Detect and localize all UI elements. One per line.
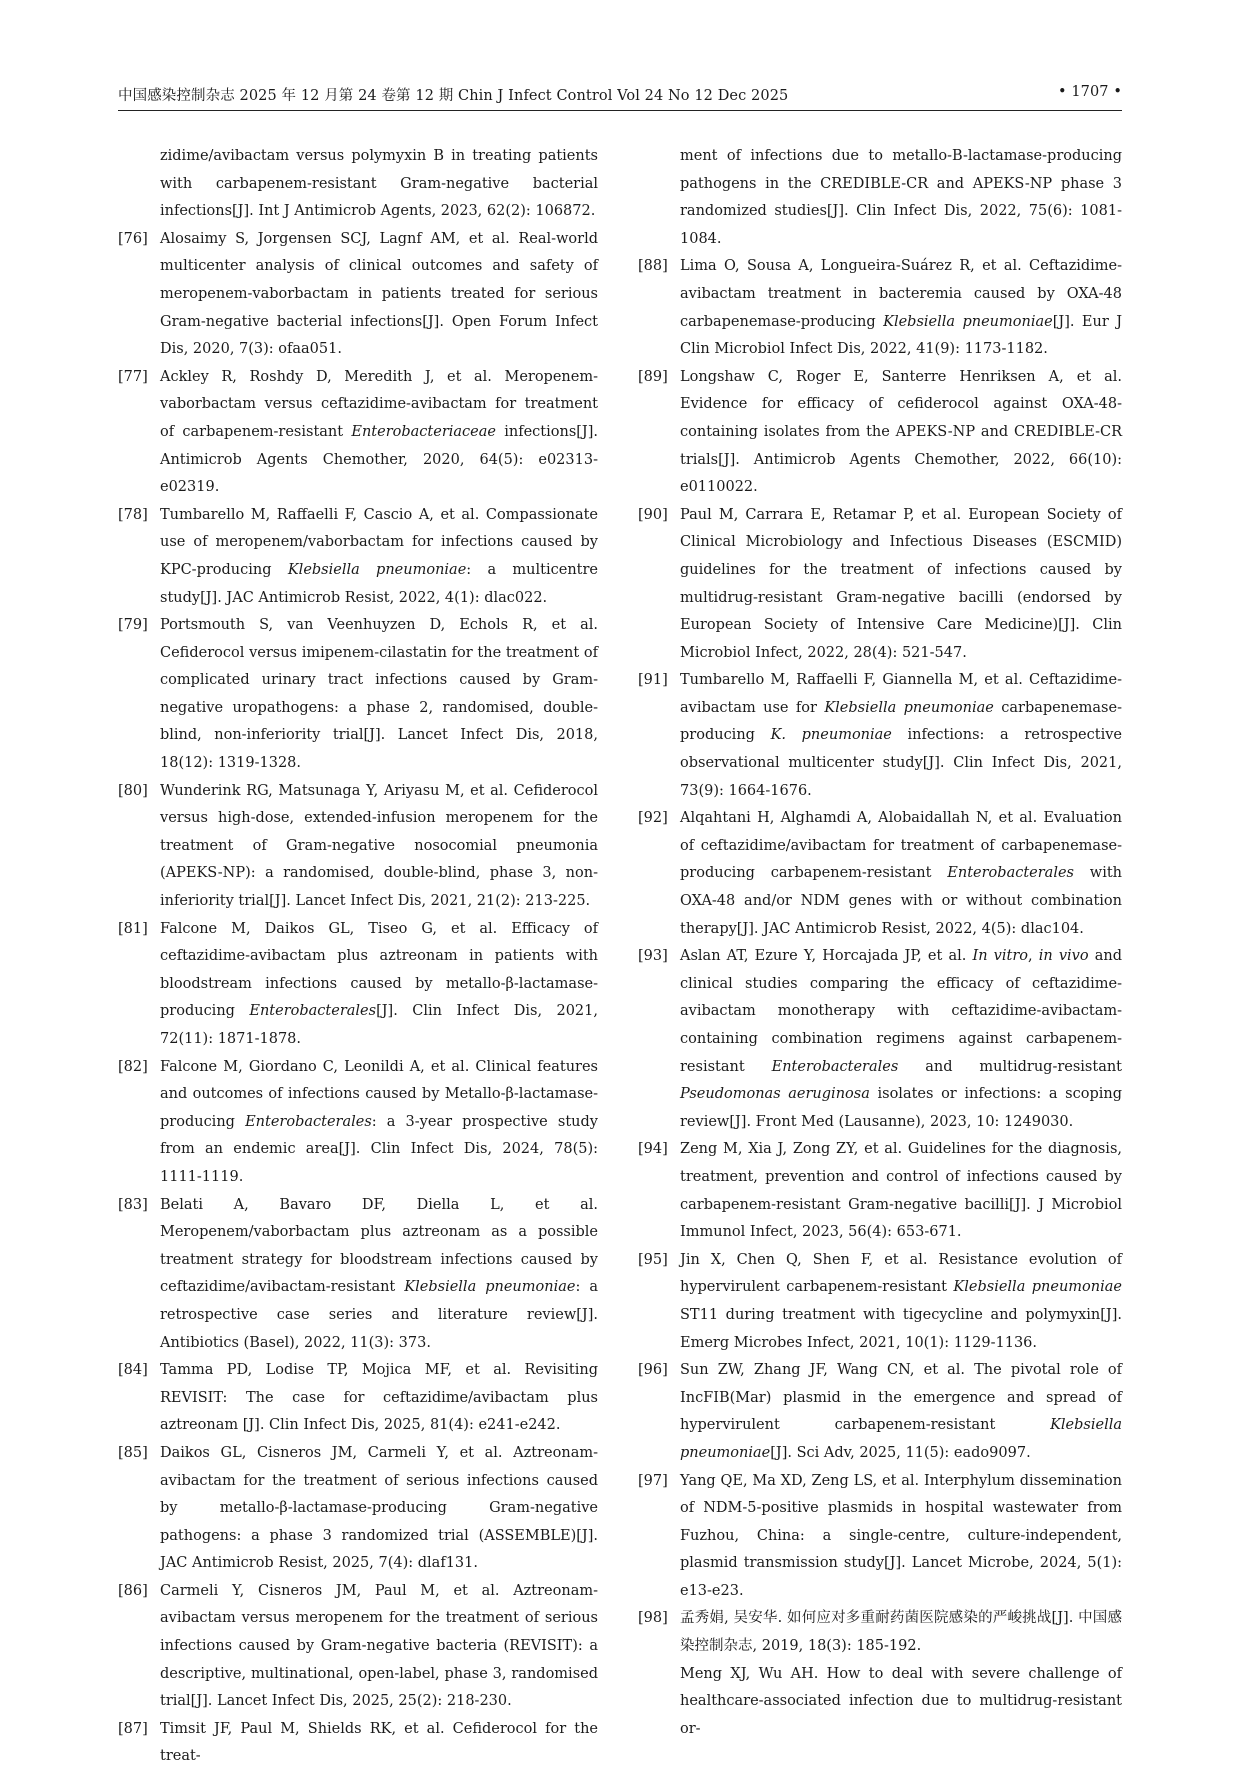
reference-body [680, 667, 1122, 805]
reference-number: [84] [118, 1362, 148, 1379]
reference-text: [J]. Eur J Clin Microbiol Infect Dis, 2022, 41(9): 1173-1182. [680, 313, 1123, 358]
reference-body [680, 502, 1122, 668]
reference-text: Daikos GL, Cisneros JM, Carmeli Y, et al. Aztreonam-avibactam for the treatment of serious infections caused by metallo-β-lactamase-producing Gram-negative pathogens: a phase 3 randomized trial (ASSEMBLE)[J]. JAC Antimicrob Resist, 2025, 7(4): dlaf131. [160, 1444, 598, 1572]
italic-term: K. pneumoniae [770, 727, 892, 744]
reference-body [680, 364, 1122, 502]
reference-entry [638, 667, 1122, 805]
reference-text: Paul M, Carrara E, Retamar P, et al. European Society of Clinical Microbiology and Infectious Diseases (ESCMID) guidelines for the treatment of infections caused by multidrug-resistant Gram-negative bacilli (endorsed by European Society of Intensive Care Medicine)[J]. Clin Microbiol Infect, 2022, 28(4): 521-547. [680, 506, 1122, 661]
reference-text: Wunderink RG, Matsunaga Y, Ariyasu M, et al. Cefiderocol versus high-dose, extended-infusion meropenem for the treatment of Gram-negative nosocomial pneumonia (APEKS-NP): a randomised, double-blind, phase 3, non-inferiority trial[J]. Lancet Infect Dis, 2021, 21(2): 213-225. [160, 782, 598, 910]
reference-body [160, 1357, 598, 1440]
reference-text: Alqahtani H, Alghamdi A, Alobaidallah N, et al. Evaluation of ceftazidime/avibactam for treatment of carbapenemase-producing carbapenem-resistant [680, 810, 1122, 882]
reference-entry [118, 502, 598, 612]
italic-term: Enterobacteriaceae [351, 423, 496, 440]
reference-body [160, 226, 598, 364]
reference-number: [93] [638, 948, 668, 965]
reference-number: [79] [118, 617, 148, 634]
reference-entry [118, 778, 598, 916]
reference-text: Alosaimy S, Jorgensen SCJ, Lagnf AM, et al. Real-world multicenter analysis of clinical outcomes and safety of meropenem-vaborbactam in patients treated for serious Gram-negative bacterial infections[J]. Open Forum Infect Dis, 2020, 7(3): ofaa051. [160, 230, 598, 358]
reference-body [160, 916, 598, 1054]
italic-term: Klebsiella pneumoniae [953, 1279, 1122, 1296]
reference-text: Tumbarello M, Raffaelli F, Cascio A, et al. Compassionate use of meropenem/vaborbactam for infections caused by KPC-producing [160, 506, 598, 578]
reference-entry [638, 364, 1122, 502]
italic-term: Klebsiella pneumoniae [404, 1279, 576, 1296]
reference-entry [638, 502, 1122, 668]
reference-body [680, 805, 1122, 943]
header-rule [118, 110, 1122, 111]
reference-text: : a retrospective case series and literature review[J]. Antibiotics (Basel), 2022, 11(3): 373. [160, 1279, 599, 1351]
reference-body [680, 1605, 1122, 1660]
reference-entry [118, 364, 598, 502]
reference-entry [638, 943, 1122, 1136]
reference-number: [83] [118, 1196, 148, 1213]
reference-entry [118, 916, 598, 1054]
reference-text: infections[J]. Antimicrob Agents Chemother, 2020, 64(5): e02313-e02319. [160, 423, 598, 496]
reference-body [680, 253, 1122, 363]
reference-body [160, 502, 598, 612]
italic-term: Klebsiella pneumoniae [824, 699, 994, 716]
italic-term: in vivo [1038, 948, 1089, 965]
reference-text: Timsit JF, Paul M, Shields RK, et al. Cefiderocol for the treat- [160, 1720, 598, 1765]
reference-body [680, 1247, 1122, 1357]
reference-text: Falcone M, Daikos GL, Tiseo G, et al. Efficacy of ceftazidime-avibactam plus aztreonam in patients with bloodstream infections caused by metallo-β-lactamase-producing [160, 920, 598, 1020]
reference-body [160, 1578, 598, 1716]
reference-number: [77] [118, 368, 148, 385]
reference-number: [80] [118, 782, 148, 799]
reference-text: isolates or infections: a scoping review[J]. Front Med (Lausanne), 2023, 10: 1249030. [680, 1086, 1123, 1130]
reference-text: 孟秀娟, 吴安华. 如何应对多重耐药菌医院感染的严峻挑战[J]. 中国感染控制杂志, 2019, 18(3): 185-192. [680, 1610, 1122, 1655]
reference-text: and clinical studies comparing the efficacy of ceftazidime-avibactam monotherapy with ceftazidime-avibactam-containing combination regimens against carbapenem-resistant [680, 948, 1122, 1075]
page-number: • 1707 • [1057, 84, 1122, 100]
reference-text: Jin X, Chen Q, Shen F, et al. Resistance evolution of hypervirulent carbapenem-resistant [680, 1251, 1122, 1296]
reference-text: ment of infections due to metallo-B-lactamase-producing pathogens in the CREDIBLE-CR and APEKS-NP phase 3 randomized studies[J]. Clin Infect Dis, 2022, 75(6): 1081-1084. [680, 148, 1122, 247]
reference-entry [638, 1605, 1122, 1743]
reference-text: Carmeli Y, Cisneros JM, Paul M, et al. Aztreonam-avibactam versus meropenem for the treatment of serious infections caused by Gram-negative bacteria (REVISIT): a descriptive, multinational, open-label, phase 3, randomised trial[J]. Lancet Infect Dis, 2025, 25(2): 218-230. [160, 1582, 598, 1710]
italic-term: Enterobacterales [771, 1058, 899, 1075]
reference-column-right [638, 143, 1122, 1743]
reference-text: zidime/avibactam versus polymyxin B in treating patients with carbapenem-resistant Gram-negative bacterial infections[J]. Int J Antimicrob Agents, 2023, 62(2): 106872. [160, 148, 598, 220]
italic-term: Klebsiella pneumoniae [287, 561, 467, 578]
reference-text: [J]. Sci Adv, 2025, 11(5): eado9097. [770, 1444, 1031, 1461]
reference-text: Tumbarello M, Raffaelli F, Giannella M, et al. Ceftazidime-avibactam use for [680, 672, 1122, 716]
reference-entry [118, 1716, 598, 1771]
reference-number: [92] [638, 810, 668, 827]
reference-text: Falcone M, Giordano C, Leonildi A, et al. Clinical features and outcomes of infections caused by Metallo-β-lactamase-producing [160, 1058, 598, 1130]
reference-entry [638, 1468, 1122, 1606]
reference-text: with OXA-48 and/or NDM genes with or without combination therapy[J]. JAC Antimicrob Resist, 2022, 4(5): dlac104. [680, 865, 1123, 937]
reference-entry [638, 1247, 1122, 1357]
reference-body [680, 943, 1122, 1136]
reference-entry [638, 1357, 1122, 1467]
reference-number: [87] [118, 1720, 148, 1737]
running-header [118, 84, 1122, 110]
reference-text: Zeng M, Xia J, Zong ZY, et al. Guidelines for the diagnosis, treatment, prevention and control of infections caused by carbapenem-resistant Gram-negative bacilli[J]. J Microbiol Immunol Infect, 2023, 56(4): 653-671. [680, 1141, 1122, 1241]
reference-number: [94] [638, 1141, 668, 1158]
reference-body [160, 143, 598, 226]
reference-text: Ackley R, Roshdy D, Meredith J, et al. Meropenem-vaborbactam versus ceftazidime-avibactam for treatment of carbapenem-resistant [160, 368, 598, 440]
reference-text: Aslan AT, Ezure Y, Horcajada JP, et al. [680, 948, 973, 965]
reference-number: [91] [638, 672, 668, 689]
reference-text: , [1027, 948, 1039, 965]
reference-number: [81] [118, 920, 148, 937]
reference-entry [118, 1440, 598, 1578]
reference-number: [96] [638, 1362, 668, 1379]
italic-term: Enterobacterales [249, 1003, 377, 1020]
journal-citation-line: 中国感染控制杂志 2025 年 12 月第 24 卷第 12 期 Chin J Infect Control Vol 24 No 12 Dec 2025 [118, 88, 789, 104]
reference-number: [76] [118, 230, 148, 247]
reference-body [160, 1716, 598, 1771]
reference-entry [118, 1192, 598, 1358]
reference-text: : a 3-year prospective study from an endemic area[J]. Clin Infect Dis, 2024, 78(5): 1111-1119. [160, 1113, 598, 1185]
reference-number: [95] [638, 1251, 668, 1268]
reference-column-left [118, 143, 598, 1771]
italic-term: In vitro [972, 948, 1028, 965]
italic-term: Enterobacterales [245, 1113, 372, 1130]
reference-body [680, 1136, 1122, 1246]
reference-text: Longshaw C, Roger E, Santerre Henriksen A, et al. Evidence for efficacy of cefiderocol against OXA-48-containing isolates from the APEKS-NP and CREDIBLE-CR trials[J]. Antimicrob Agents Chemother, 2022, 66(10): e0110022. [680, 368, 1122, 496]
reference-body [680, 143, 1122, 253]
italic-term: Enterobacterales [947, 865, 1074, 882]
italic-term: Pseudomonas aeruginosa [680, 1086, 870, 1103]
reference-body [160, 1440, 598, 1578]
reference-number: [86] [118, 1582, 148, 1599]
reference-number: [78] [118, 506, 148, 523]
reference-text: carbapenemase-producing [680, 699, 1122, 744]
reference-entry [638, 253, 1122, 363]
reference-entry [638, 805, 1122, 943]
reference-text: and multidrug-resistant [898, 1058, 1123, 1075]
reference-text: infections: a retrospective observational multicenter study[J]. Clin Infect Dis, 2021, 73(9): 1664-1676. [680, 727, 1122, 799]
reference-number: [90] [638, 506, 668, 523]
reference-text: Tamma PD, Lodise TP, Mojica MF, et al. Revisiting REVISIT: The case for ceftazidime/avibactam plus aztreonam [J]. Clin Infect Dis, 2025, 81(4): e241-e242. [160, 1362, 598, 1434]
reference-body [160, 778, 598, 916]
reference-number: [82] [118, 1058, 148, 1075]
reference-entry [118, 1578, 598, 1716]
reference-body [160, 1054, 598, 1192]
reference-number: [89] [638, 368, 668, 385]
reference-body [160, 612, 598, 778]
reference-text: Sun ZW, Zhang JF, Wang CN, et al. The pivotal role of IncFIB(Mar) plasmid in the emergence and spread of hypervirulent carbapenem-resistant [680, 1362, 1122, 1434]
reference-entry-continued [118, 143, 598, 226]
reference-translation: Meng XJ, Wu AH. How to deal with severe challenge of healthcare-associated infection due to multidrug-resistant or- [680, 1665, 1122, 1737]
reference-number: [85] [118, 1444, 148, 1461]
reference-body [680, 1468, 1122, 1606]
reference-entry-continued [638, 143, 1122, 253]
reference-number: [97] [638, 1472, 668, 1489]
reference-body [160, 1192, 598, 1358]
reference-body [160, 364, 598, 502]
reference-number: [88] [638, 258, 668, 275]
reference-text: Belati A, Bavaro DF, Diella L, et al. Meropenem/vaborbactam plus aztreonam as a possible treatment strategy for bloodstream infections caused by ceftazidime/avibactam-resistant [160, 1196, 598, 1296]
reference-entry [118, 1357, 598, 1440]
reference-text: Lima O, Sousa A, Longueira-Suárez R, et al. Ceftazidime-avibactam treatment in bacteremia caused by OXA-48 carbapenemase-producing [680, 258, 1122, 330]
reference-entry [118, 1054, 598, 1192]
reference-text: ST11 during treatment with tigecycline and polymyxin[J]. Emerg Microbes Infect, 2021, 10(1): 1129-1136. [680, 1306, 1122, 1351]
reference-text: Yang QE, Ma XD, Zeng LS, et al. Interphylum dissemination of NDM-5-positive plasmids in hospital wastewater from Fuzhou, China: a single-centre, culture-independent, plasmid transmission study[J]. Lancet Microbe, 2024, 5(1): e13-e23. [680, 1472, 1122, 1599]
reference-entry [118, 612, 598, 778]
reference-text: [J]. Clin Infect Dis, 2021, 72(11): 1871-1878. [160, 1003, 598, 1047]
reference-body [680, 1357, 1122, 1467]
italic-term: Klebsiella pneumoniae [883, 313, 1053, 330]
reference-text: : a multicentre study[J]. JAC Antimicrob Resist, 2022, 4(1): dlac022. [160, 561, 599, 606]
reference-number: [98] [638, 1610, 668, 1627]
reference-text: Portsmouth S, van Veenhuyzen D, Echols R, et al. Cefiderocol versus imipenem-cilastatin for the treatment of complicated urinary tract infections caused by Gram-negative uropathogens: a phase 2, randomised, double-blind, non-inferiority trial[J]. Lancet Infect Dis, 2018, 18(12): 1319-1328. [160, 617, 598, 772]
reference-entry [118, 226, 598, 364]
reference-entry [638, 1136, 1122, 1246]
italic-term: Klebsiella pneumoniae [680, 1417, 1122, 1461]
